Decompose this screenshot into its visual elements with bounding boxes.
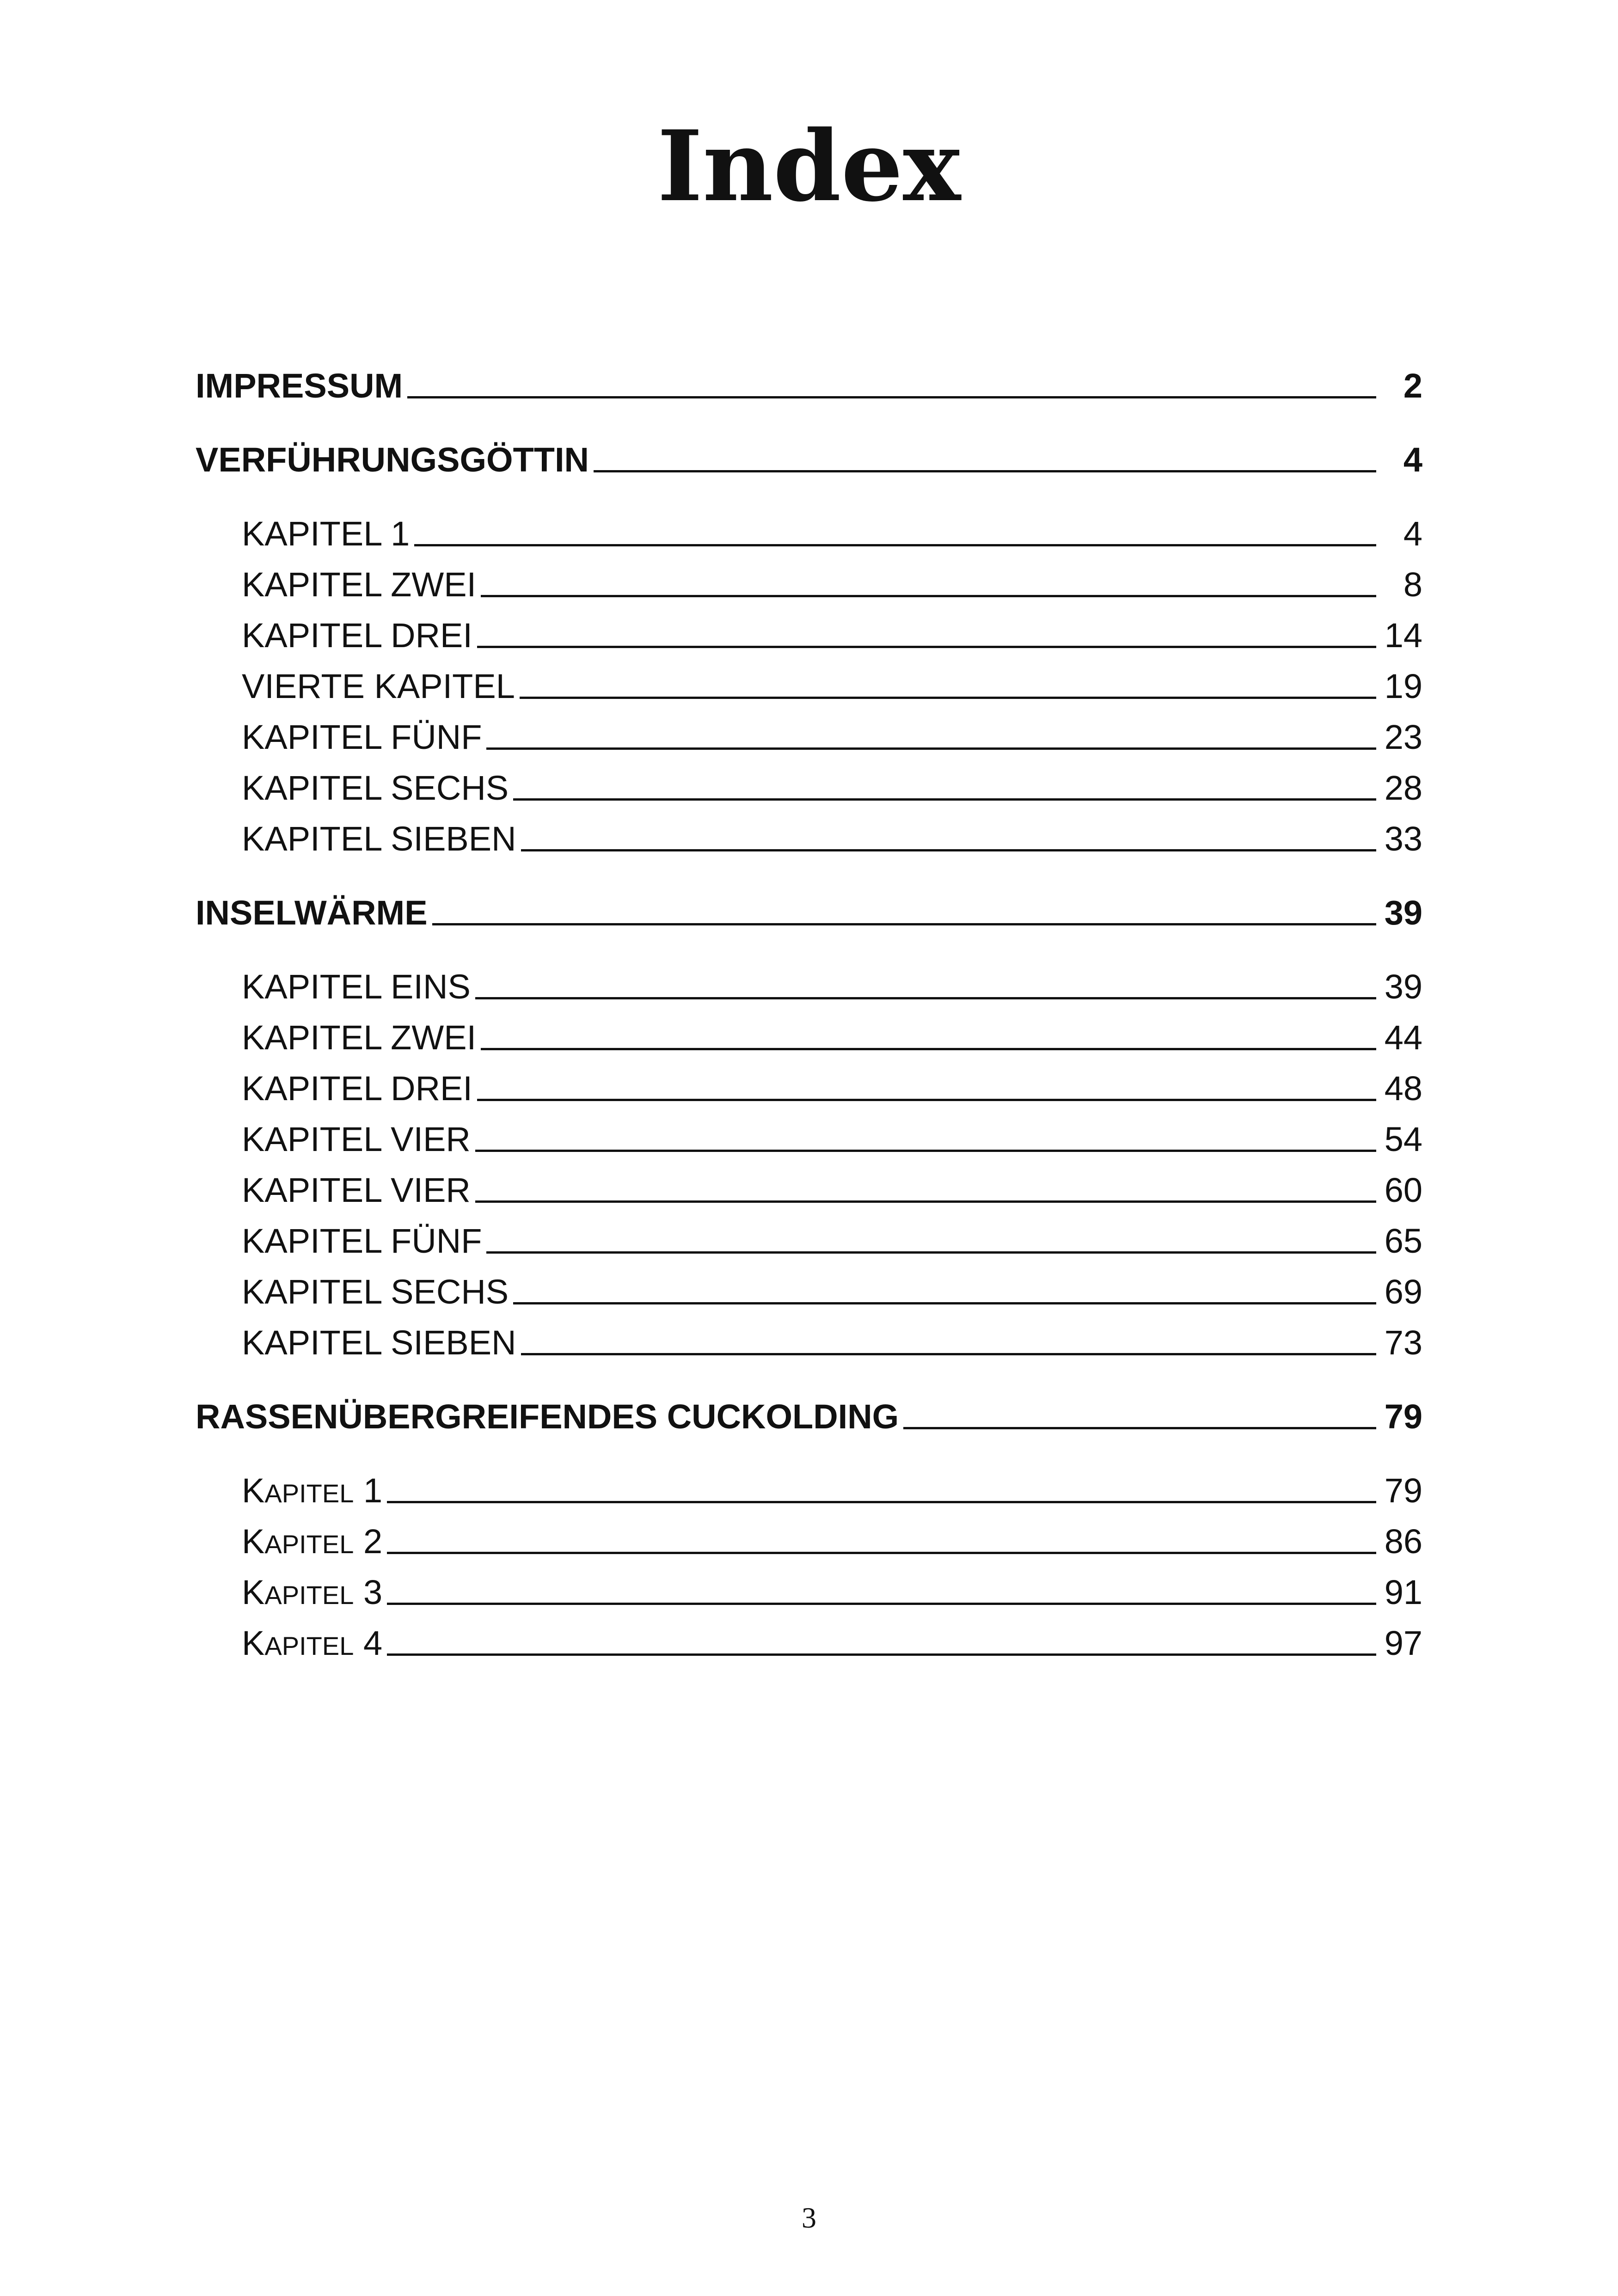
toc-leader-line: [477, 1099, 1376, 1101]
toc-leader-line: [513, 1302, 1376, 1304]
toc-leader-line: [475, 1200, 1376, 1203]
toc-page-number: 4: [1403, 514, 1422, 553]
toc-page-number: 60: [1384, 1171, 1422, 1209]
toc-chapter-entry[interactable]: [242, 513, 1422, 555]
toc-leader-line: [481, 1048, 1376, 1050]
toc-leader-line: [513, 798, 1376, 801]
toc-page-number: 23: [1384, 718, 1422, 756]
toc-leader-line: [486, 1251, 1376, 1254]
toc-entry-label: KAPITEL VIER: [242, 1120, 471, 1158]
toc-leader-line: [481, 595, 1376, 597]
toc-entry-label: KAPITEL 1: [242, 514, 410, 553]
toc-leader-line: [477, 646, 1376, 648]
toc-entry-label: KAPITEL FÜNF: [242, 718, 482, 756]
toc-entry-label: KAPITEL SIEBEN: [242, 1323, 516, 1362]
toc-entry-label: KAPITEL DREI: [242, 1069, 472, 1108]
toc-leader-line: [520, 697, 1376, 699]
toc-part-entry[interactable]: [196, 439, 1422, 481]
toc-page-number: 69: [1384, 1273, 1422, 1311]
toc-page-number: 44: [1384, 1018, 1422, 1057]
toc-page-number: 2: [1403, 367, 1422, 405]
toc-chapter-entry[interactable]: [242, 1169, 1422, 1211]
toc-chapter-entry[interactable]: [242, 1119, 1422, 1160]
toc-chapter-entry[interactable]: [242, 1068, 1422, 1109]
toc-chapter-entry[interactable]: [242, 615, 1422, 656]
toc-page-number: 79: [1384, 1397, 1422, 1436]
page-title: Index: [657, 109, 961, 223]
toc-leader-line: [387, 1501, 1376, 1503]
toc-leader-line: [594, 470, 1376, 472]
toc-page-number: 19: [1384, 667, 1422, 705]
toc-part-entry[interactable]: [196, 892, 1422, 934]
toc-entry-label: KAPITEL 2: [242, 1522, 383, 1561]
toc-entry-label: KAPITEL ZWEI: [242, 1018, 477, 1057]
toc-chapter-entry[interactable]: [242, 1220, 1422, 1262]
toc-entry-label: RASSENÜBERGREIFENDES CUCKOLDING: [196, 1397, 899, 1436]
toc-page-number: 28: [1384, 769, 1422, 807]
toc-chapter-entry[interactable]: [242, 1322, 1422, 1364]
toc-chapter-entry[interactable]: [242, 716, 1422, 758]
toc-chapter-entry[interactable]: [242, 1623, 1422, 1664]
toc-page-number: 54: [1384, 1120, 1422, 1158]
toc-entry-label: KAPITEL FÜNF: [242, 1222, 482, 1260]
toc-leader-line: [387, 1653, 1376, 1656]
toc-chapter-entry[interactable]: [242, 666, 1422, 707]
toc-chapter-entry[interactable]: [242, 1271, 1422, 1313]
toc-page-number: 73: [1384, 1323, 1422, 1362]
toc-chapter-entry[interactable]: [242, 818, 1422, 860]
toc-leader-line: [521, 1353, 1376, 1355]
toc-leader-line: [387, 1552, 1376, 1554]
toc-page-number: 86: [1384, 1522, 1422, 1561]
toc-page-number: 4: [1403, 441, 1422, 479]
toc-page-number: 65: [1384, 1222, 1422, 1260]
toc-entry-label: INSELWÄRME: [196, 894, 428, 932]
toc-chapter-entry[interactable]: [242, 1572, 1422, 1613]
toc-leader-line: [521, 849, 1376, 851]
toc-page-number: 39: [1384, 894, 1422, 932]
toc-entry-label: VERFÜHRUNGSGÖTTIN: [196, 441, 589, 479]
toc-entry-label: KAPITEL 4: [242, 1624, 383, 1662]
toc-page-number: 91: [1384, 1573, 1422, 1611]
toc-chapter-entry[interactable]: [242, 564, 1422, 606]
toc-chapter-entry[interactable]: [242, 1470, 1422, 1512]
toc-page-number: 79: [1384, 1471, 1422, 1510]
toc-entry-label: VIERTE KAPITEL: [242, 667, 515, 705]
toc-entry-label: KAPITEL EINS: [242, 967, 471, 1006]
toc-page-number: 8: [1403, 565, 1422, 604]
toc-leader-line: [432, 923, 1376, 925]
toc-entry-label: KAPITEL ZWEI: [242, 565, 477, 604]
toc-entry-label: KAPITEL DREI: [242, 616, 472, 655]
toc-page-number: 48: [1384, 1069, 1422, 1108]
toc-page-number: 14: [1384, 616, 1422, 655]
toc-entry-label: KAPITEL SECHS: [242, 769, 509, 807]
toc-entry-label: KAPITEL SIEBEN: [242, 820, 516, 858]
toc-entry-label: IMPRESSUM: [196, 367, 403, 405]
toc-entry-label: KAPITEL SECHS: [242, 1273, 509, 1311]
toc-leader-line: [903, 1427, 1376, 1429]
toc-entry-label: KAPITEL VIER: [242, 1171, 471, 1209]
toc-entry-label: KAPITEL 1: [242, 1471, 383, 1510]
toc-leader-line: [387, 1603, 1376, 1605]
toc-leader-line: [475, 997, 1376, 999]
toc-chapter-entry[interactable]: [242, 1017, 1422, 1059]
toc-chapter-entry[interactable]: [242, 767, 1422, 809]
page-number: 3: [802, 2201, 816, 2234]
toc-leader-line: [486, 747, 1376, 750]
toc-part-entry[interactable]: [196, 1396, 1422, 1438]
toc-page-number: 39: [1384, 967, 1422, 1006]
toc-leader-line: [414, 544, 1376, 546]
toc-chapter-entry[interactable]: [242, 1521, 1422, 1562]
toc-leader-line: [475, 1150, 1376, 1152]
toc-part-entry[interactable]: [196, 365, 1422, 407]
toc-page-number: 33: [1384, 820, 1422, 858]
toc-chapter-entry[interactable]: [242, 966, 1422, 1008]
toc-leader-line: [407, 396, 1376, 398]
toc-page-number: 97: [1384, 1624, 1422, 1662]
toc-entry-label: KAPITEL 3: [242, 1573, 383, 1611]
